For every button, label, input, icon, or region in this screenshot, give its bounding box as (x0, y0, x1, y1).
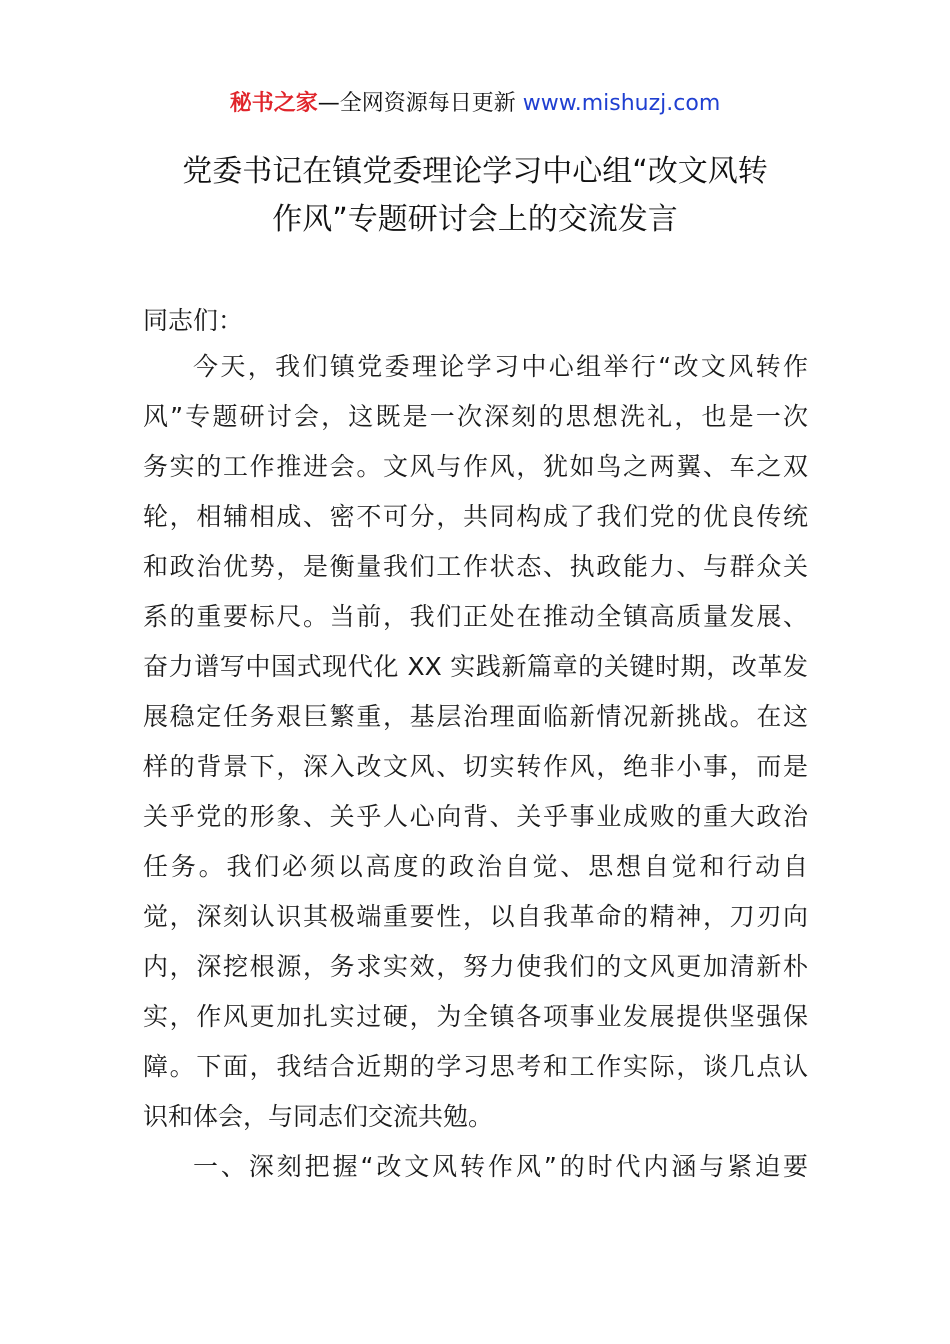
paragraph-line: 任务。我们必须以高度的政治自觉、思想自觉和行动自 (143, 852, 808, 881)
paragraph-line: 内，深挖根源，务求实效，努力使我们的文风更加清新朴 (143, 952, 808, 981)
title-line-1: 党委书记在镇党委理论学习中心组“改文风转 (182, 154, 768, 189)
site-name: 秘书之家 (229, 91, 318, 116)
paragraph-line: 轮，相辅相成、密不可分，共同构成了我们党的优良传统 (143, 502, 808, 531)
paragraph-line: 系的重要标尺。当前，我们正处在推动全镇高质量发展、 (143, 602, 808, 631)
paragraph-line: 样的背景下，深入改文风、切实转作风，绝非小事，而是 (143, 752, 808, 781)
paragraph-line: 实，作风更加扎实过硬，为全镇各项事业发展提供坚强保 (143, 1002, 808, 1031)
paragraph-line: 和政治优势，是衡量我们工作状态、执政能力、与群众关 (143, 552, 808, 581)
paragraph-line: 务实的工作推进会。文风与作风，犹如鸟之两翼、车之双 (143, 452, 808, 481)
document-title (120, 148, 830, 244)
paragraph-line: 觉，深刻认识其极端重要性，以自我革命的精神，刀刃向 (143, 902, 808, 931)
salutation: 同志们： (143, 306, 244, 335)
paragraph-1 (143, 342, 808, 1142)
paragraph-line: 关乎党的形象、关乎人心向背、关乎事业成败的重大政治 (143, 802, 808, 831)
paragraph-line: 展稳定任务艰巨繁重，基层治理面临新情况新挑战。在这 (143, 702, 808, 731)
title-line-2: 作风”专题研讨会上的交流发言 (272, 202, 678, 237)
paragraph-line: 奋力谱写中国式现代化 XX 实践新篇章的关键时期，改革发 (143, 652, 808, 681)
paragraph-line: 识和体会，与同志们交流共勉。 (143, 1102, 494, 1131)
section-heading-1: 一、深刻把握“改文风转作风”的时代内涵与紧迫要 (193, 1152, 808, 1181)
paragraph-line: 今天，我们镇党委理论学习中心组举行“改文风转作 (193, 352, 808, 381)
site-tagline: —全网资源每日更新 (317, 91, 516, 116)
site-url-link[interactable]: www.mishuzj.com (522, 91, 721, 116)
paragraph-line: 风”专题研讨会，这既是一次深刻的思想洗礼，也是一次 (143, 402, 808, 431)
paragraph-line: 障。下面，我结合近期的学习思考和工作实际，谈几点认 (143, 1052, 808, 1081)
site-banner (0, 88, 950, 120)
